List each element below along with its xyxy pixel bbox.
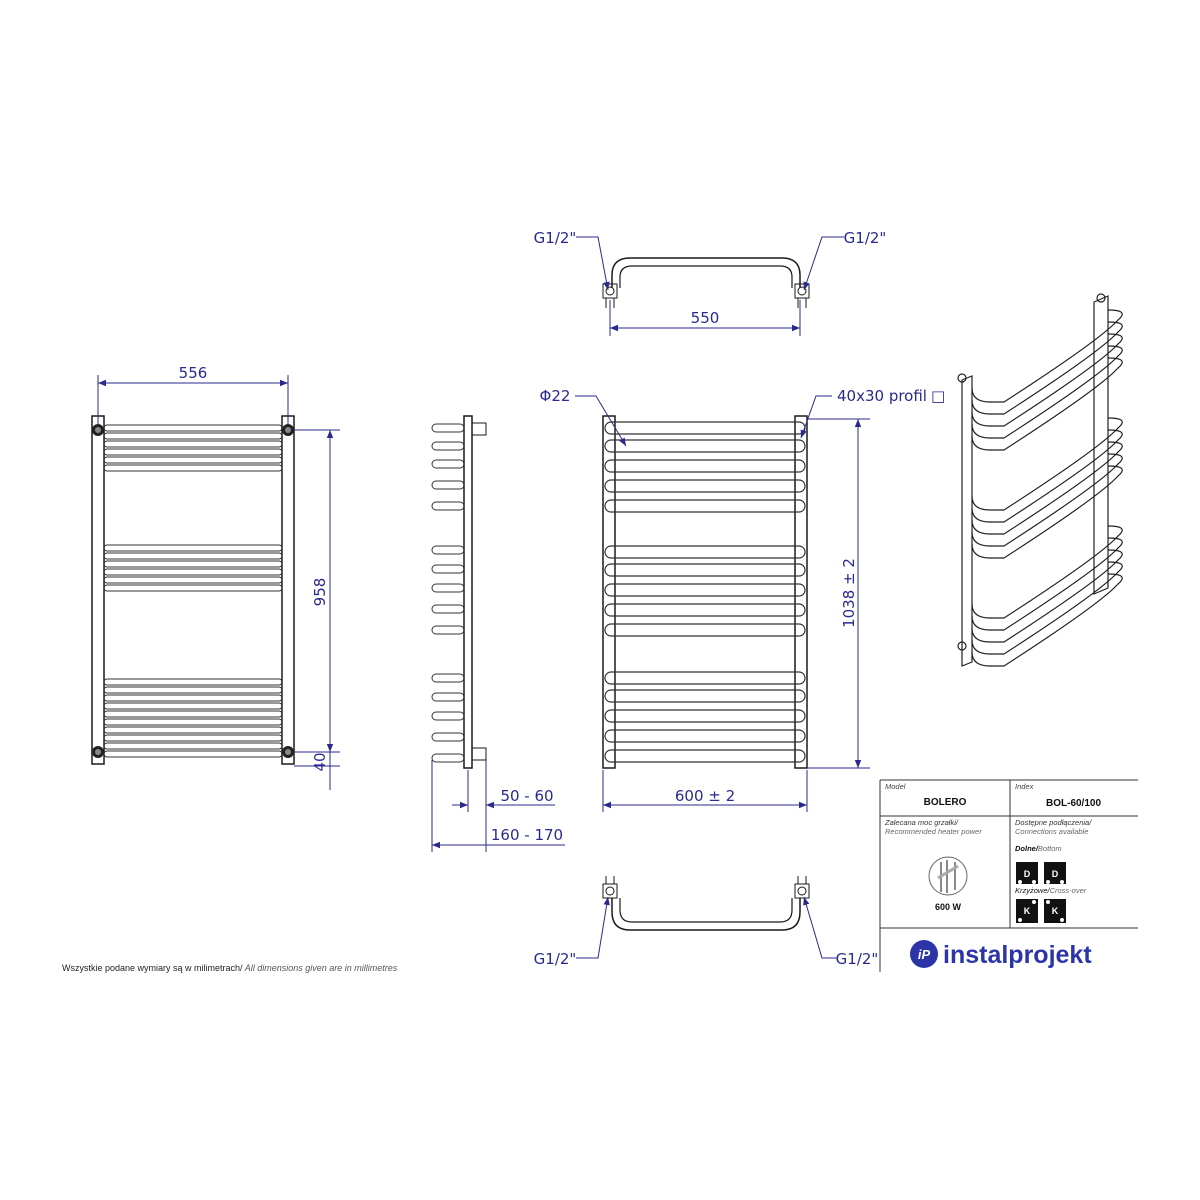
footnote [62,963,397,973]
index-value: BOL-60/100 [1046,798,1102,809]
front-rung [104,703,282,709]
side-depth-dimensions [432,760,565,852]
side-view [432,416,486,768]
front-rung [104,577,282,583]
main-rung [605,672,805,684]
main-rung [605,480,805,492]
thread-bottom-left: G1/2" [533,950,577,968]
isometric-view [958,294,1122,666]
dim-front-width: 556 [178,364,208,382]
dim-front-offset: 40 [311,752,329,772]
front-rung [104,449,282,455]
front-rung [104,719,282,725]
conn-d1: D [1023,869,1031,879]
main-rung [605,690,805,702]
side-rung [432,693,464,701]
front-rung [104,727,282,733]
main-rung [605,422,805,434]
dim-width-total: 600 ± 2 [674,787,736,805]
connections-label-pl: Dostępne podłączenia/ [1015,818,1092,827]
thread-bottom-right: G1/2" [835,950,879,968]
logo-mark: iP [917,947,931,962]
thread-callouts-top [534,229,887,290]
front-rung [104,425,282,431]
footnote-en: All dimensions given are in millimetres [242,963,398,973]
side-rung [432,605,464,613]
main-rung [605,500,805,512]
front-rung [104,679,282,685]
iso-rung [972,526,1122,618]
front-rung [104,585,282,591]
brand-logo [910,940,1092,969]
front-rung [104,751,282,757]
conn-d2: D [1051,869,1059,879]
brand-name: instalprojekt [943,941,1092,969]
dim-depth-large: 160 - 170 [490,826,564,844]
conn-k2: K [1051,906,1059,916]
side-rung [432,442,464,450]
conn-k1: K [1023,906,1031,916]
thread-top-right: G1/2" [843,229,887,247]
thread-top-left: G1/2" [533,229,577,247]
connection-bottom-icon [1016,862,1066,884]
main-rung [605,460,805,472]
title-block [880,780,1138,972]
front-rung [104,687,282,693]
dim-pipe-diameter: Φ22 [539,387,571,405]
side-rung [432,565,464,573]
front-height-dimension [294,430,340,790]
front-rung [104,695,282,701]
main-rung [605,440,805,452]
dim-profile: 40x30 profil □ [837,387,946,405]
main-rung [605,584,805,596]
model-label: Model [885,782,906,791]
main-rung [605,564,805,576]
index-label: Index [1015,782,1034,791]
dim-depth-small: 50 - 60 [500,787,554,805]
front-rung [104,545,282,551]
side-rung [432,584,464,592]
connection-cross-icon [1016,899,1066,923]
thread-callouts-bottom [534,897,879,968]
top-view [603,258,809,308]
side-rung [432,546,464,554]
front-width-dimension [98,364,288,425]
connections-label-en: Connections available [1015,827,1089,836]
power-value: 600 W [934,902,962,912]
main-front-view [603,416,807,768]
heater-icon [929,857,967,895]
front-rung [104,711,282,717]
front-rung [104,441,282,447]
cross-label: Krzyżowe/Cross-over [1015,886,1087,895]
iso-rung [972,310,1122,402]
main-rung [605,710,805,722]
dim-front-height: 958 [311,577,329,607]
power-label-pl: Zalecana moc grzałki/ [885,818,958,827]
main-rung [605,624,805,636]
main-rung [605,604,805,616]
top-spacing-dimension [610,300,800,336]
side-rung [432,626,464,634]
front-rung [104,465,282,471]
power-label-en: Recommended heater power [885,827,982,836]
footnote-pl: Wszystkie podane wymiary są w milimetrach/ [62,963,243,973]
front-rung [104,433,282,439]
side-rung [432,502,464,510]
front-rung [104,553,282,559]
side-rung [432,733,464,741]
bottom-label: Dolne/Bottom [1015,844,1062,853]
dim-height-total: 1038 ± 2 [840,558,858,628]
side-rung [432,460,464,468]
side-rung [432,712,464,720]
front-rung [104,743,282,749]
front-rung [104,735,282,741]
front-rung [104,561,282,567]
dim-top-spacing: 550 [690,309,720,327]
model-value: BOLERO [923,797,967,808]
side-rung [432,754,464,762]
front-rung [104,569,282,575]
main-dimensions [540,387,946,812]
side-rung [432,674,464,682]
side-rung [432,424,464,432]
front-rung [104,457,282,463]
iso-rung [972,418,1122,510]
bottom-view [603,876,809,930]
side-rung [432,481,464,489]
main-rung [605,730,805,742]
front-view [92,416,294,764]
main-rung [605,750,805,762]
main-rung [605,546,805,558]
